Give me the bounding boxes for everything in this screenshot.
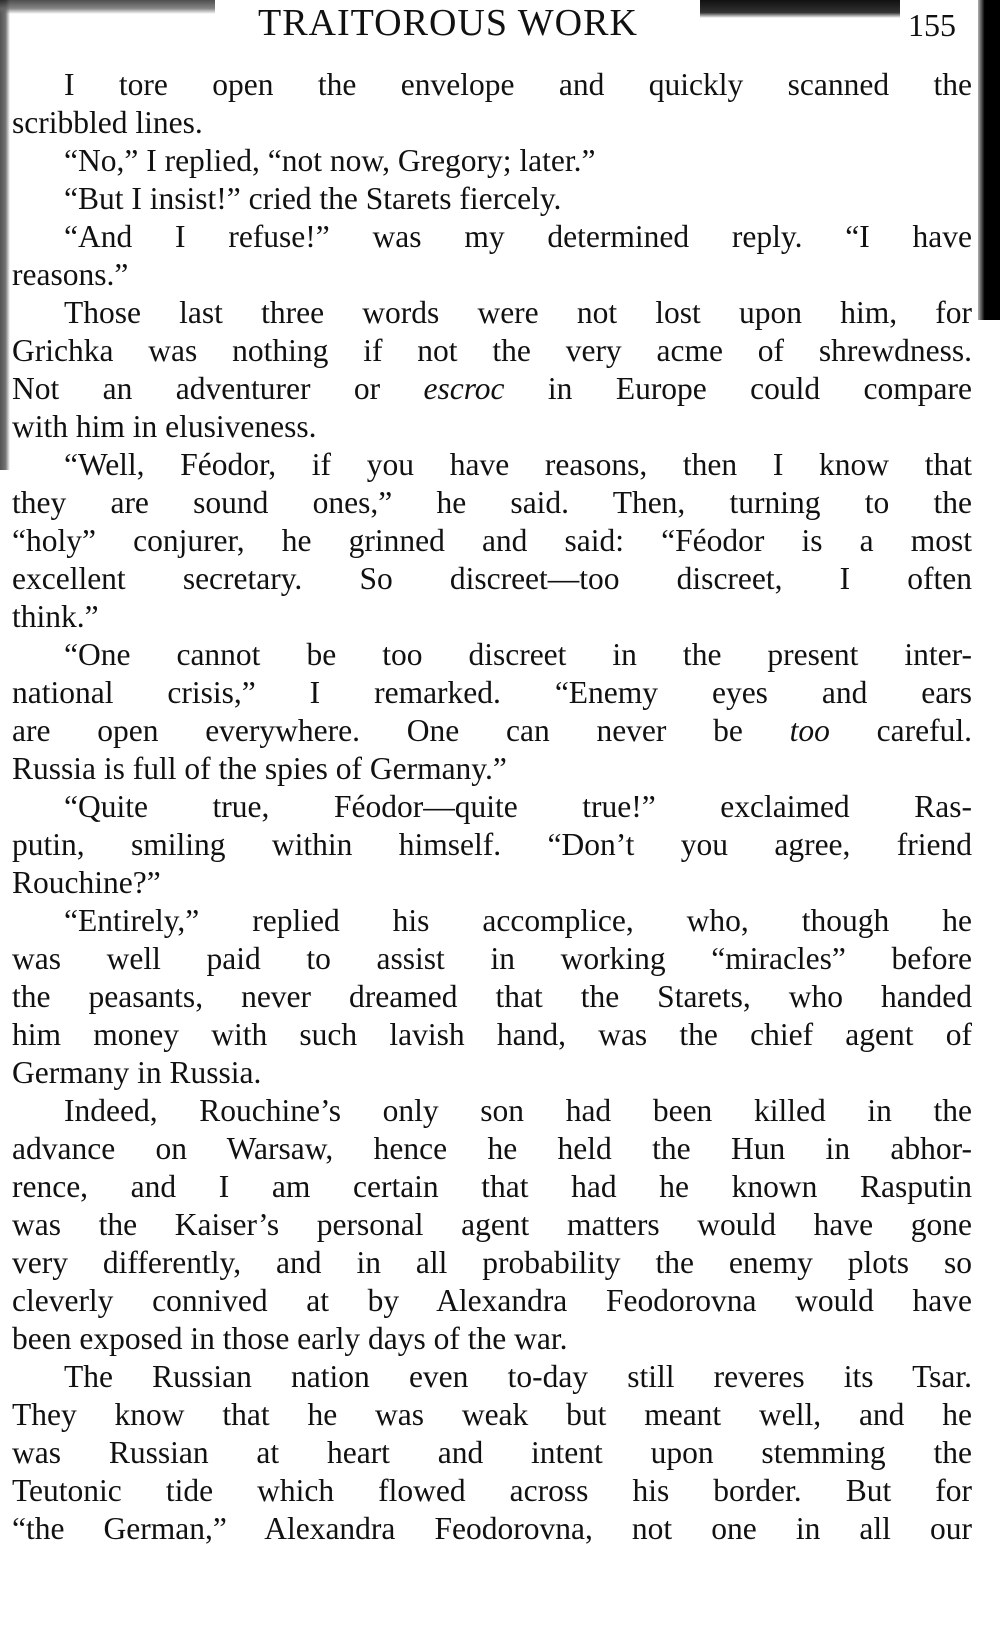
text-line: national crisis,” I remarked. “Enemy eyes and ears xyxy=(12,675,972,710)
text-segment: careful. xyxy=(829,713,972,748)
text-line: The Russian nation even to-day still reveres its Tsar. xyxy=(64,1359,972,1394)
text-line: scribbled lines. xyxy=(12,105,203,140)
text-line: Grichka was nothing if not the very acme of shrewdness. xyxy=(12,333,972,368)
text-line: Those last three words were not lost upon him, for xyxy=(64,295,972,330)
text-line: “Well, Féodor, if you have reasons, then I know that xyxy=(64,447,972,482)
text-line: “the German,” Alexandra Feodorovna, not one in all our xyxy=(12,1511,972,1546)
text-line: Germany in Russia. xyxy=(12,1055,262,1090)
text-line: him money with such lavish hand, was the chief agent of xyxy=(12,1017,972,1052)
text-line: rence, and I am certain that had he known Rasputin xyxy=(12,1169,972,1204)
text-line: been exposed in those early days of the war. xyxy=(12,1321,568,1356)
text-line: excellent secretary. So discreet—too discreet, I often xyxy=(12,561,972,596)
running-title: TRAITOROUS WORK xyxy=(258,2,638,44)
text-line: they are sound ones,” he said. Then, turning to the xyxy=(12,485,972,520)
text-line: very differently, and in all probability the enemy plots so xyxy=(12,1245,972,1280)
text-line xyxy=(12,712,972,750)
text-line: Indeed, Rouchine’s only son had been killed in the xyxy=(64,1093,972,1128)
text-line: cleverly connived at by Alexandra Feodorovna would have xyxy=(12,1283,972,1318)
text-line: “Quite true, Féodor—quite true!” exclaimed Ras- xyxy=(64,789,972,824)
italic-word: too xyxy=(789,713,830,748)
text-line: They know that he was weak but meant well, and he xyxy=(12,1397,972,1432)
text-line: was Russian at heart and intent upon stemming the xyxy=(12,1435,972,1470)
text-line: with him in elusiveness. xyxy=(12,409,317,444)
text-segment: Not an adventurer or xyxy=(12,371,424,406)
text-segment: in Europe could compare xyxy=(504,371,972,406)
text-line xyxy=(12,370,972,408)
text-line: the peasants, never dreamed that the Starets, who handed xyxy=(12,979,972,1014)
text-line: Russia is full of the spies of Germany.” xyxy=(12,751,507,786)
text-line: Teutonic tide which flowed across his border. But for xyxy=(12,1473,972,1508)
text-line: “But I insist!” cried the Starets fiercely. xyxy=(64,181,562,216)
text-line: advance on Warsaw, hence he held the Hun in abhor- xyxy=(12,1131,972,1166)
text-line: think.” xyxy=(12,599,99,634)
text-line: was the Kaiser’s personal agent matters would have gone xyxy=(12,1207,972,1242)
text-line: “holy” conjurer, he grinned and said: “Féodor is a most xyxy=(12,523,972,558)
text-segment: are open everywhere. One can never be xyxy=(12,713,790,748)
italic-word: escroc xyxy=(423,371,505,406)
text-line: I tore open the envelope and quickly scanned the xyxy=(64,67,972,102)
text-line: “And I refuse!” was my determined reply. “I have xyxy=(64,219,972,254)
scan-shadow-right xyxy=(978,0,1000,320)
scan-shadow-left xyxy=(0,0,10,470)
body-text xyxy=(12,66,972,1548)
text-line: Rouchine?” xyxy=(12,865,161,900)
text-line: “Entirely,” replied his accomplice, who, though he xyxy=(64,903,972,938)
text-line: reasons.” xyxy=(12,257,129,292)
text-line: “No,” I replied, “not now, Gregory; later.” xyxy=(64,143,596,178)
page-number: 155 xyxy=(908,7,956,43)
text-line: was well paid to assist in working “miracles” before xyxy=(12,941,972,976)
running-head xyxy=(0,0,978,48)
text-line: putin, smiling within himself. “Don’t you agree, friend xyxy=(12,827,972,862)
text-line: “One cannot be too discreet in the present inter- xyxy=(64,637,972,672)
